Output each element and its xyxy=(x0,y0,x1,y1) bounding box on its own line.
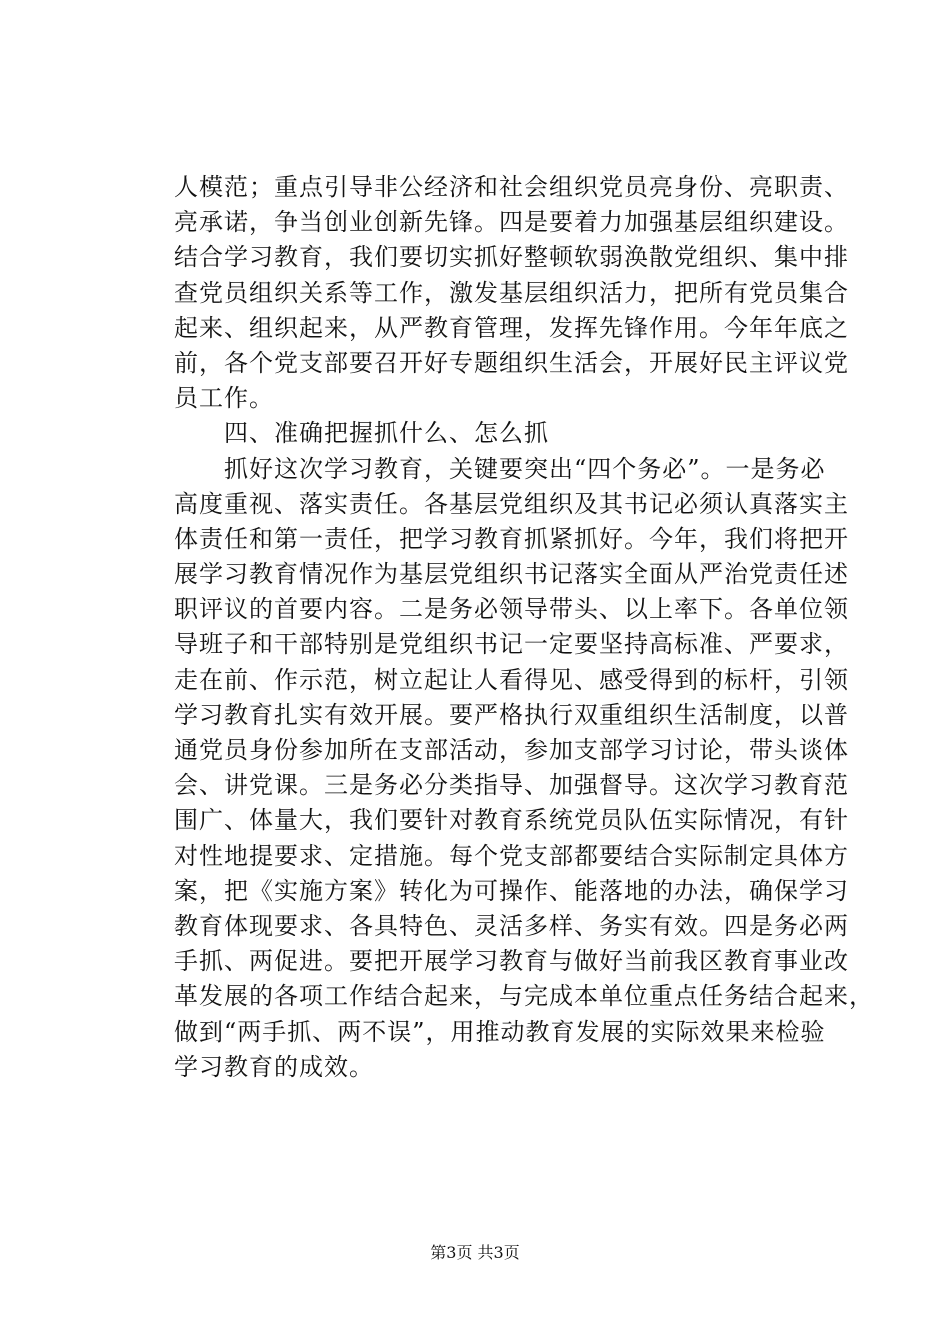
text-line: 导班子和干部特别是党组织书记一定要坚持高标准、严要求， xyxy=(174,630,849,659)
text-line: 对性地提要求、定措施。每个党支部都要结合实际制定具体方 xyxy=(174,841,849,870)
text-line: 会、讲党课。三是务必分类指导、加强督导。这次学习教育范 xyxy=(174,771,849,800)
text-line: 人模范；重点引导非公经济和社会组织党员亮身份、亮职责、 xyxy=(174,173,849,201)
text-line: 走在前、作示范，树立起让人看得见、感受得到的标杆，引领 xyxy=(174,665,849,694)
body-text xyxy=(174,170,874,1085)
text-line: 亮承诺，争当创业创新先锋。四是要着力加强基层组织建设。 xyxy=(174,208,849,237)
text-line: 员工作。 xyxy=(174,384,274,413)
text-line: 展学习教育情况作为基层党组织书记落实全面从严治党责任述 xyxy=(174,560,849,589)
section-heading: 四、准确把握抓什么、怎么抓 xyxy=(174,419,549,448)
text-line: 通党员身份参加所在支部活动，参加支部学习讨论，带头谈体 xyxy=(174,736,849,764)
text-line: 革发展的各项工作结合起来，与完成本单位重点任务结合起来， xyxy=(174,982,874,1011)
text-line: 抓好这次学习教育，关键要突出“四个务必”。一是务必 xyxy=(174,454,826,483)
text-line: 做到“两手抓、两不误”，用推动教育发展的实际效果来检验 xyxy=(174,1017,826,1046)
text-line: 查党员组织关系等工作，激发基层组织活力，把所有党员集合 xyxy=(174,278,849,307)
text-line: 教育体现要求、各具特色、灵活多样、务实有效。四是务必两 xyxy=(174,911,849,940)
text-line: 前，各个党支部要召开好专题组织生活会，开展好民主评议党 xyxy=(174,348,849,377)
page-footer: 第3页 共3页 xyxy=(430,1243,520,1262)
text-line: 手抓、两促进。要把开展学习教育与做好当前我区教育事业改 xyxy=(174,947,849,976)
text-line: 案，把《实施方案》转化为可操作、能落地的办法，确保学习 xyxy=(174,876,849,905)
text-line: 围广、体量大，我们要针对教育系统党员队伍实际情况，有针 xyxy=(174,806,849,835)
text-line: 结合学习教育，我们要切实抓好整顿软弱涣散党组织、集中排 xyxy=(174,243,849,272)
text-line: 体责任和第一责任，把学习教育抓紧抓好。今年，我们将把开 xyxy=(174,524,849,553)
text-line: 学习教育扎实有效开展。要严格执行双重组织生活制度，以普 xyxy=(174,700,849,729)
text-line: 学习教育的成效。 xyxy=(174,1052,374,1081)
text-line: 职评议的首要内容。二是务必领导带头、以上率下。各单位领 xyxy=(174,595,849,624)
text-line: 高度重视、落实责任。各基层党组织及其书记必须认真落实主 xyxy=(174,489,849,518)
text-line: 起来、组织起来，从严教育管理，发挥先锋作用。今年年底之 xyxy=(174,313,849,342)
